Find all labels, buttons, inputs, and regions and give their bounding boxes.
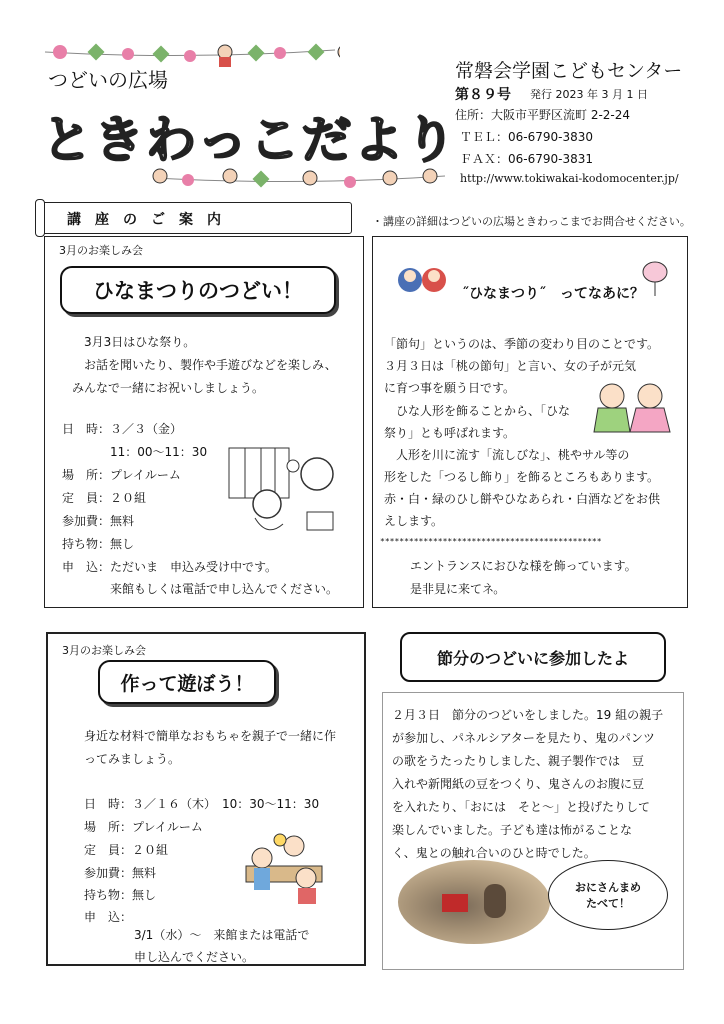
event2-apply-2: 申し込んでください。	[134, 950, 255, 964]
event2-detail: 持ち物：無し	[84, 888, 157, 902]
speech-bubble	[548, 860, 668, 930]
header-title: ときわっこだより	[42, 111, 458, 169]
website-url[interactable]: http://www.tokiwakai-kodomocenter.jp/	[460, 172, 679, 185]
lantern-icon	[640, 258, 670, 298]
hinamatsuri-heading: ˝ひなまつり˝ ってなあに？	[462, 286, 644, 302]
event2-title: 作って遊ぼう！	[98, 660, 276, 704]
setsubun-heading: 節分のつどいに参加したよ	[400, 632, 666, 682]
event1-detail: 日 時：３／３（金）	[62, 422, 183, 436]
event1-detail: 定 員：２０組	[62, 491, 147, 505]
setsubun-line: ２月３日 節分のつどいをしました。19 組の親子	[392, 708, 664, 722]
address: 住所：大阪市平野区流町 2-2-24	[455, 108, 631, 122]
setsubun-line: の歌をうたったりしました、親子製作では 豆	[392, 754, 645, 768]
event1-detail: 参加費：無料	[62, 514, 135, 528]
event2-detail: 場 所：プレイルーム	[84, 820, 203, 834]
setsubun-photo	[398, 860, 550, 944]
fax: ＦＡＸ：06-6790-3831	[460, 152, 594, 166]
event2-detail: 日 時：３／１６（木） 10：30～11：30	[84, 797, 320, 811]
setsubun-line: く、鬼との触れ合いのひと時でした。	[392, 846, 596, 860]
courses-note: ・講座の詳細はつどいの広場ときわっこまでお問合せください。	[372, 215, 691, 228]
hinamatsuri-divider: **********************************************	[380, 537, 602, 546]
event2-detail: 参加費：無料	[84, 866, 157, 880]
event1-intro-2: お話を聞いたり、製作や手遊びなどを楽しみ、	[84, 358, 337, 372]
event1-detail: 持ち物：無し	[62, 537, 135, 551]
hinamatsuri-line: ３月３日は「桃の節句」と言い、女の子が元気	[384, 359, 637, 373]
entrance-line-1: エントランスにおひな様を飾っています。	[410, 559, 637, 573]
event1-tag: 3月のお楽しみ会	[59, 244, 143, 257]
issue-number: 第８９号	[455, 87, 511, 103]
event2-apply-1: 3/1（水）～ 来館または電話で	[134, 928, 310, 942]
hinamatsuri-line: えします。	[384, 514, 444, 528]
hinamatsuri-line: 形をした「つるし飾り」を飾るところもあります。	[384, 470, 660, 484]
hina-dolls-illustration	[592, 378, 674, 434]
setsubun-line: 入れや新聞紙の豆をつくり、鬼さんのお腹に豆	[392, 777, 645, 791]
event1-intro-3: みんなで一緒にお祝いしましょう。	[72, 381, 265, 395]
event1-detail: 11：00～11：30	[62, 445, 208, 459]
hinamatsuri-line: ひな人形を飾ることから、「ひな	[384, 404, 571, 418]
entrance-line-2: 是非見に来てネ。	[410, 582, 506, 596]
hinamatsuri-line: 人形を川に流す「流しびな」、桃やサル等の	[384, 448, 630, 462]
hinamatsuri-line: 祭り」とも呼ばれます。	[384, 426, 516, 440]
kids-hina-illustration	[225, 438, 343, 538]
courses-banner-label: 講 座 の ご 案 内	[67, 212, 221, 228]
dolls-icon	[396, 258, 450, 300]
event2-detail: 定 員：２０組	[84, 843, 169, 857]
event1-title: ひなまつりのつどい！	[60, 266, 336, 314]
hina-garland-bottom	[150, 158, 450, 194]
hinamatsuri-line: 「節句」というのは、季節の変わり目のことです。	[384, 337, 660, 351]
event2-intro-2: ってみましょう。	[84, 752, 181, 766]
event2-intro-1: 身近な材料で簡単なおもちゃを親子で一緒に作	[84, 729, 337, 743]
issue-date: 発行 2023 年 3 月 1 日	[530, 88, 648, 101]
header-subtitle: つどいの広場	[48, 68, 168, 92]
tel: ＴＥＬ：06-6790-3830	[460, 130, 594, 144]
courses-banner	[38, 202, 352, 234]
craft-kids-illustration	[242, 826, 326, 908]
setsubun-line: を入れたり、「おには そと～」と投げたりして	[392, 800, 651, 814]
org-name: 常磐会学園こどもセンター	[455, 60, 683, 82]
event1-detail: 申 込：ただいま 申込み受け中です。	[62, 560, 278, 574]
event1-detail: 場 所：プレイルーム	[62, 468, 181, 482]
hinamatsuri-line: 赤・白・緑のひし餅やひなあられ・白酒などをお供	[384, 492, 661, 506]
event2-detail: 申 込：	[84, 910, 133, 924]
setsubun-line: が参加し、パネルシアターを見たり、鬼のパンツ	[392, 731, 655, 745]
speech-line-2: たべて！	[586, 897, 630, 910]
hinamatsuri-line: に育つ事を願う日です。	[384, 381, 516, 395]
event1-intro-1: 3月3日はひな祭り。	[84, 335, 196, 349]
setsubun-line: 楽しんでいました。子ども達は怖がることな	[392, 823, 633, 837]
speech-line-1: おにさんまめ	[575, 881, 641, 894]
event1-detail: 来館もしくは電話で申し込んでください。	[62, 582, 339, 596]
event2-tag: 3月のお楽しみ会	[62, 644, 146, 657]
